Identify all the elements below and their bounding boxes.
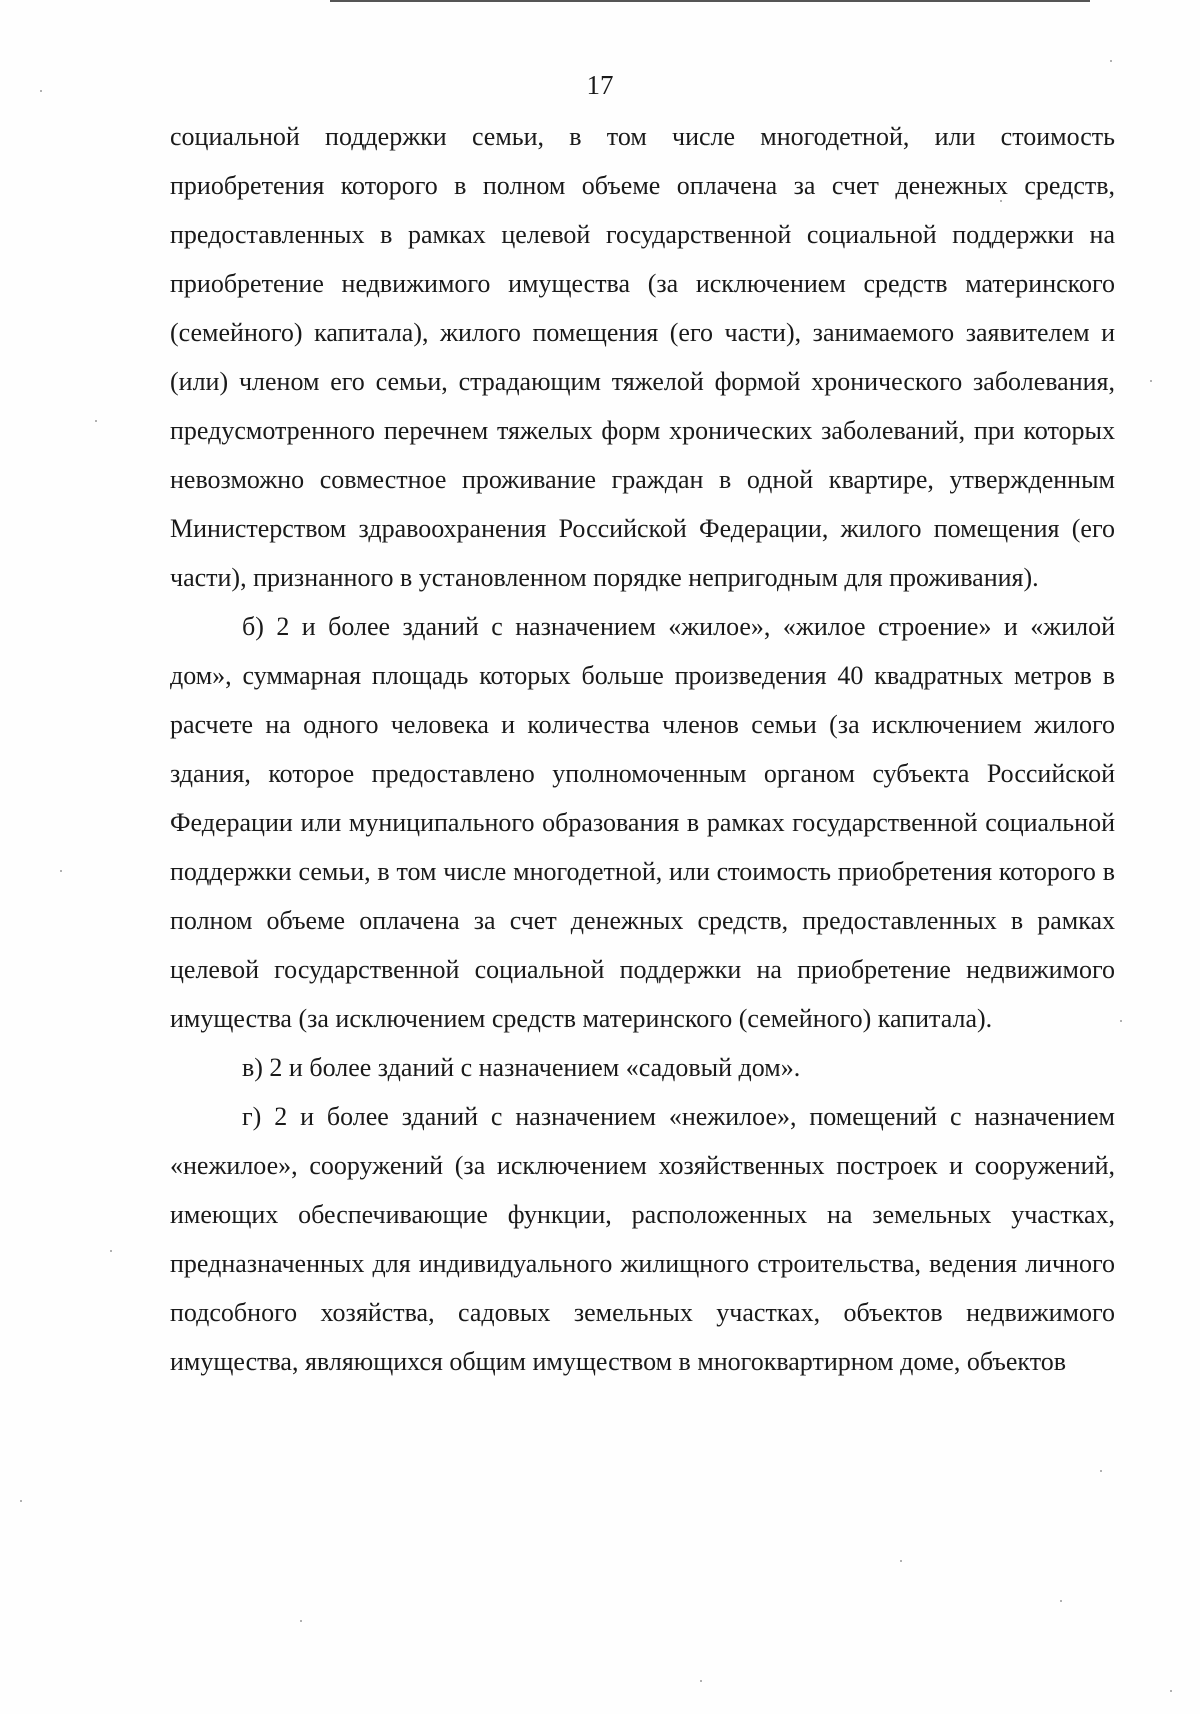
scan-speck <box>1170 1690 1172 1692</box>
scan-speck <box>40 90 42 92</box>
scan-speck <box>1000 200 1002 202</box>
paragraph-item-v: в) 2 и более зданий с назначением «садовый дом». <box>242 1053 801 1082</box>
scan-speck <box>110 1250 112 1252</box>
paragraph-item-g: г) 2 и более зданий с назначением «нежилое», помещений с назначением «нежилое», сооружений (за исключением хозяйственных построек и сооружений, имеющих обеспечивающие функции, расположенных на земельных участках, предназначенных для индивидуального жилищного строительства, ведения личного подсобного хозяйства, садовых земельных участках, объектов недвижимого имущества, являющихся общим имуществом в многоквартирном доме, объектов <box>170 1102 1115 1376</box>
scan-speck <box>1110 60 1112 62</box>
scan-speck <box>95 420 97 422</box>
paragraph-item-b: б) 2 и более зданий с назначением «жилое», «жилое строение» и «жилой дом», суммарная площадь которых больше произведения 40 квадратных метров в расчете на одного человека и количества членов семьи (за исключением жилого здания, которое предоставлено уполномоченным органом субъекта Российской Федерации или муниципального образования в рамках государственной социальной поддержки семьи, в том числе многодетной, или стоимость приобретения которого в полном объеме оплачена за счет денежных средств, предоставленных в рамках целевой государственной социальной поддержки на приобретение недвижимого имущества (за исключением средств материнского (семейного) капитала). <box>170 612 1115 1033</box>
scan-speck <box>1060 1600 1062 1602</box>
scan-speck <box>1100 1470 1102 1472</box>
scan-speck <box>300 1620 302 1622</box>
page-number: 17 <box>586 70 614 100</box>
scan-speck <box>700 1680 702 1682</box>
scan-speck <box>1150 380 1152 382</box>
paragraph-continuation: социальной поддержки семьи, в том числе многодетной, или стоимость приобретения которого в полном объеме оплачена за счет денежных средств, предоставленных в рамках целевой государственной социальной поддержки на приобретение недвижимого имущества (за исключением средств материнского (семейного) капитала), жилого помещения (его части), занимаемого заявителем и (или) членом его семьи, страдающим тяжелой формой хронического заболевания, предусмотренного перечнем тяжелых форм хронических заболеваний, при которых невозможно совместное проживание граждан в одной квартире, утвержденным Министерством здравоохранения Российской Федерации, жилого помещения (его части), признанного в установленном порядке непригодным для проживания). <box>170 122 1115 592</box>
scan-speck <box>20 1500 22 1502</box>
scan-speck <box>1120 1020 1122 1022</box>
scan-speck <box>60 870 62 872</box>
document-body <box>170 112 1115 1386</box>
scan-speck <box>900 1560 902 1562</box>
scan-top-edge-line <box>330 0 1090 2</box>
